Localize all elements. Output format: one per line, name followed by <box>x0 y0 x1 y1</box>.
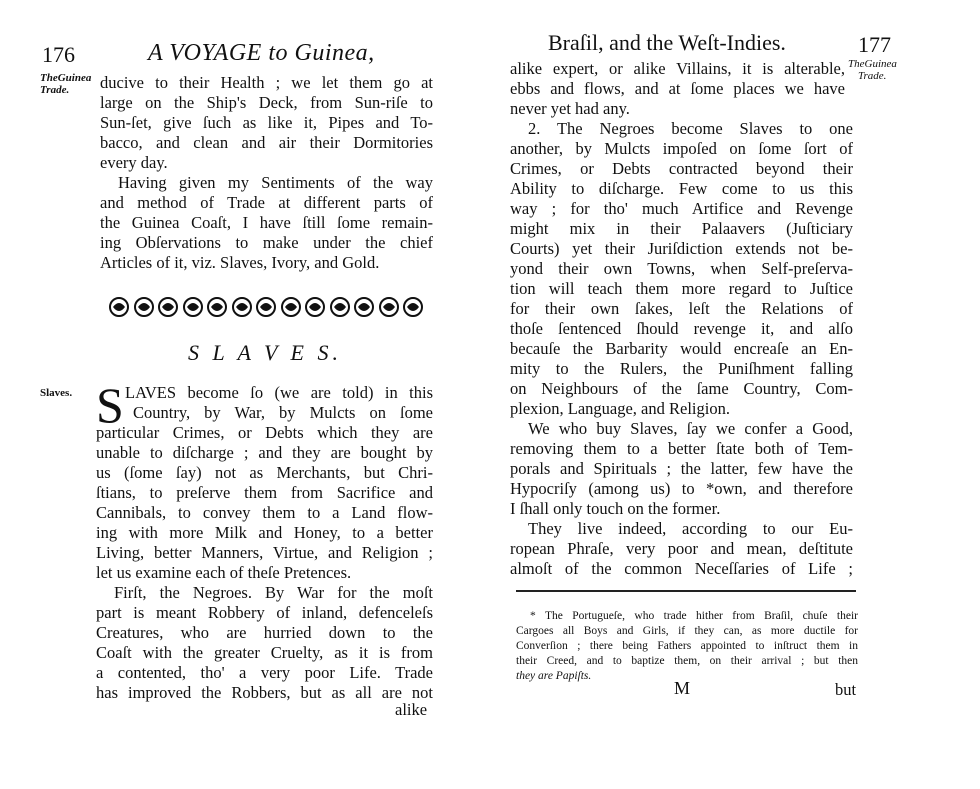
text-line: particular Crimes, or Debts which they are <box>96 423 433 442</box>
right-page <box>490 0 980 789</box>
text-line: plexion, Language, and Religion. <box>510 399 730 418</box>
text-line: another, by Mulcts impoſed on ſome ſort of <box>510 139 853 158</box>
text-line: alike expert, or alike Villains, it is alterable, <box>510 59 845 78</box>
flourish-icon <box>255 296 277 318</box>
text-line: Hypocriſy (among us) to *own, and therefore <box>510 479 853 498</box>
footnote-rule <box>516 590 856 592</box>
flourish-icon <box>182 296 204 318</box>
text-line: Ability to diſcharge. Few come to us this <box>510 179 853 198</box>
flourish-icon <box>231 296 253 318</box>
text-line: Firſt, the Negroes. By War for the moſt <box>114 583 433 602</box>
text-line: let us examine each of theſe Pretences. <box>96 563 352 582</box>
text-line: Crimes, or Debts contracted beyond their <box>510 159 853 178</box>
text-line: Living, better Manners, Virtue, and Religion ; <box>96 543 433 562</box>
text-line: Sun-ſet, give ſuch as like it, Pipes and To- <box>100 113 433 132</box>
page-number: 176 <box>42 42 75 67</box>
text-line: ducive to their Health ; we let them go at <box>100 73 433 92</box>
text-line: for their own ſakes, leſt the Relations of <box>510 299 853 318</box>
text-line: Cannibals, to convey them to a Land flow- <box>96 503 433 522</box>
section-title: S L A V E S. <box>188 340 342 365</box>
footnote-line: their Creed, and to baptize them, on their arrival ; but then <box>516 655 858 667</box>
flourish-icon <box>353 296 375 318</box>
drop-cap: S <box>96 377 124 433</box>
text-line: removing them to a better ſtate both of Tem- <box>510 439 853 458</box>
text-line: thoſe ſentenced ſhould revenge it, and alſo <box>510 319 853 338</box>
flourish-icon <box>402 296 424 318</box>
running-head: Braſil, and the Weſt-Indies. <box>548 30 786 55</box>
text-line: ropean Phraſe, very poor and mean, deſtitute <box>510 539 853 558</box>
margin-note-slaves: Slaves. <box>40 387 73 399</box>
text-line: has improved the Robbers, but as all are not <box>96 683 433 702</box>
text-line: Having given my Sentiments of the way <box>118 173 433 192</box>
flourish-icon <box>133 296 155 318</box>
margin-note-line: TheGuinea <box>848 58 897 70</box>
margin-note-guinea-trade <box>848 58 897 82</box>
text-line: ebbs and flows, and at ſome places we have <box>510 79 845 98</box>
catchword: alike <box>395 700 428 719</box>
text-line: Creatures, who are hurried down to the <box>96 623 433 642</box>
ornament-band <box>108 296 424 320</box>
margin-note-line: Trade. <box>858 70 887 82</box>
text-line: porals and Spirituals ; the latter, few have the <box>510 459 853 478</box>
footnote-line: they are Papiſts. <box>516 670 592 682</box>
margin-note-line: TheGuinea <box>40 72 92 84</box>
text-line: a contented, tho' a very poor Life. Trade <box>96 663 433 682</box>
text-line: way ; for tho' much Artifice and Revenge <box>510 199 853 218</box>
text-line: They live indeed, according to our Eu- <box>528 519 853 538</box>
text-line: LAVES become ſo (we are told) in this <box>125 383 433 402</box>
margin-note-line: Trade. <box>40 84 70 96</box>
text-line: I ſhall only touch on the former. <box>510 499 721 518</box>
flourish-icon <box>280 296 302 318</box>
flourish-icon <box>108 296 130 318</box>
signature-mark: M <box>674 678 691 698</box>
flourish-icon <box>206 296 228 318</box>
text-line: 2. The Negroes become Slaves to one <box>528 119 853 138</box>
footnote-line: * The Portugueſe, who trade hither from Braſil, chuſe their <box>530 610 858 622</box>
text-line: part is meant Robbery of inland, defenceleſs <box>96 603 433 622</box>
flourish-icon <box>329 296 351 318</box>
text-line: Country, by War, by Mulcts on ſome <box>133 403 433 422</box>
text-line: and method of Trade at different parts of <box>100 193 433 212</box>
running-head: A VOYAGE to Guinea, <box>148 40 375 66</box>
footnote-line: Cargoes all Boys and Girls, if they can, as more ductile for <box>516 625 858 637</box>
text-line: tion will teach them more regard to Juſtice <box>510 279 853 298</box>
footnote-line: Converſion ; there being Fathers appointed to inſtruct them in <box>516 640 858 652</box>
text-line: unable to diſcharge ; and they are bought by <box>96 443 433 462</box>
flourish-icon <box>157 296 179 318</box>
text-line: yond their own Towns, when Self-preſerva- <box>510 259 853 278</box>
margin-note-guinea-trade <box>40 72 91 96</box>
text-line: We who buy Slaves, ſay we confer a Good, <box>528 419 853 438</box>
text-line: us (ſome ſay) not as Merchants, but Chri- <box>96 463 433 482</box>
text-line: ing Obſervations to make under the chief <box>100 233 433 252</box>
text-line: large on the Ship's Deck, from Sun-riſe to <box>100 93 433 112</box>
text-line: Coaſt with the greater Cruelty, as it is from <box>96 643 433 662</box>
flourish-icon <box>304 296 326 318</box>
text-line: almoſt of the common Neceſſaries of Life ; <box>510 559 853 578</box>
text-line: the Guinea Coaſt, I have ſtill ſome remain- <box>100 213 433 232</box>
text-line: might mix in their Palaavers (Juſticiary <box>510 219 853 238</box>
flourish-icon <box>378 296 400 318</box>
text-line: ing with more Milk and Honey, to a better <box>96 523 433 542</box>
text-line: never yet had any. <box>510 99 630 118</box>
text-line: Courts) yet their Juriſdiction extends not be- <box>510 239 853 258</box>
text-line: Articles of it, viz. Slaves, Ivory, and Gold. <box>100 253 380 272</box>
text-line: mity to the Rulers, the Puniſhment falling <box>510 359 853 378</box>
text-line: on Neighbours of the ſame Country, Com- <box>510 379 853 398</box>
page-number: 177 <box>858 32 891 57</box>
catchword: but <box>835 680 857 699</box>
text-line: becauſe the Barbarity would encreaſe an En- <box>510 339 853 358</box>
text-line: every day. <box>100 153 168 172</box>
text-line: ſtians, to preſerve them from Sacrifice and <box>96 483 433 502</box>
text-line: bacco, and clean and air their Dormitories <box>100 133 433 152</box>
